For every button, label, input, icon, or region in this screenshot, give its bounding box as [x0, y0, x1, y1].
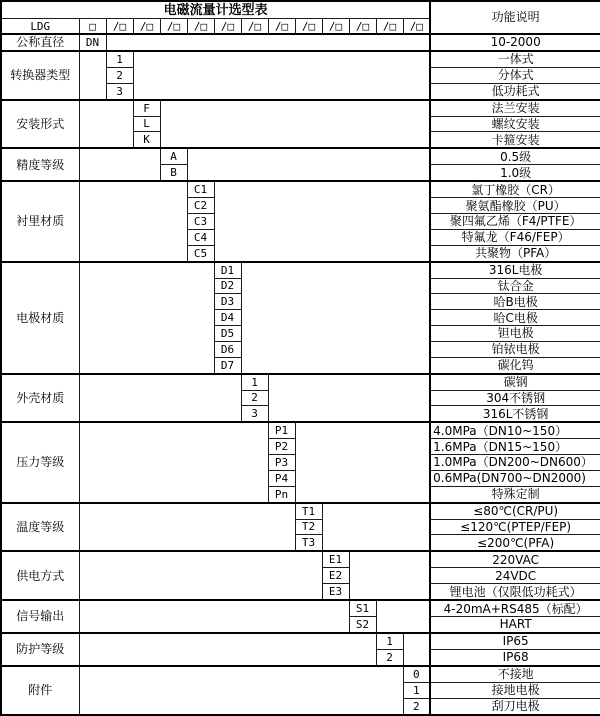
option-description: IP68: [430, 649, 600, 665]
spacer: [160, 100, 430, 149]
option-code-cell: 2: [106, 67, 133, 83]
spacer: [79, 51, 106, 100]
option-code-cell: S1: [349, 600, 376, 616]
spacer: [79, 551, 322, 600]
option-description: 220VAC: [430, 551, 600, 567]
spacer: [349, 551, 430, 600]
spacer: [295, 422, 430, 502]
section-label: 温度等级: [1, 503, 79, 552]
section-temperature-rating: [1, 503, 600, 519]
spacer: [322, 503, 430, 552]
option-code-cell: Pn: [268, 486, 295, 502]
option-code-cell: L: [133, 116, 160, 132]
code-slot: /□: [214, 19, 241, 34]
section-installation-type: [1, 100, 600, 116]
option-description: HART: [430, 616, 600, 632]
option-description: IP65: [430, 633, 600, 649]
spacer: [79, 666, 403, 715]
option-code-cell: E3: [322, 584, 349, 600]
code-slot: /□: [403, 19, 430, 34]
code-slot: /□: [376, 19, 403, 34]
option-code-cell: 0: [403, 666, 430, 682]
option-code-cell: C2: [187, 198, 214, 214]
section-converter-type: [1, 51, 600, 67]
option-description: 共聚物（PFA）: [430, 245, 600, 261]
option-description: 卡箍安装: [430, 132, 600, 148]
option-code-cell: K: [133, 132, 160, 148]
code-box: □: [79, 19, 106, 34]
section-power-supply: [1, 551, 600, 567]
option-description: 1.6MPa（DN15~150）: [430, 439, 600, 455]
section-label: 公称直径: [1, 34, 79, 51]
option-description: 分体式: [430, 67, 600, 83]
function-column-header: 功能说明: [430, 1, 600, 34]
section-label: 精度等级: [1, 148, 79, 181]
option-code-cell: D4: [214, 310, 241, 326]
option-code-cell: P3: [268, 455, 295, 471]
option-description: 0.6MPa(DN700~DN2000): [430, 470, 600, 486]
spacer: [376, 600, 430, 633]
option-code-cell: D2: [214, 278, 241, 294]
option-description: 特殊定制: [430, 486, 600, 502]
option-code-cell: P4: [268, 470, 295, 486]
spacer: [79, 100, 133, 149]
spacer: [79, 600, 349, 633]
option-description: ≤120℃(PTEP/FEP): [430, 519, 600, 535]
option-code-cell: 2: [376, 649, 403, 665]
option-code-cell: C3: [187, 213, 214, 229]
spacer: [268, 374, 430, 423]
spacer: [79, 422, 268, 502]
option-code-cell: D1: [214, 262, 241, 278]
code-slot: /□: [268, 19, 295, 34]
option-code-cell: D3: [214, 294, 241, 310]
option-description: 304不锈钢: [430, 390, 600, 406]
spacer: [403, 633, 430, 666]
code-slot: /□: [133, 19, 160, 34]
option-code-cell: D5: [214, 325, 241, 341]
option-description: 哈C电极: [430, 310, 600, 326]
option-code-cell: E2: [322, 568, 349, 584]
option-code-cell: B: [160, 165, 187, 181]
option-description: 钽电极: [430, 325, 600, 341]
spacer: [241, 262, 430, 374]
option-code-cell: 1: [241, 374, 268, 390]
table-title: 电磁流量计选型表: [1, 1, 430, 19]
option-description: 螺纹安装: [430, 116, 600, 132]
code-slot: /□: [322, 19, 349, 34]
option-code-cell: C5: [187, 245, 214, 261]
option-code-cell: T1: [295, 503, 322, 519]
option-code-cell: 1: [106, 51, 133, 67]
option-description: 4-20mA+RS485（标配）: [430, 600, 600, 616]
option-description: ≤200℃(PFA): [430, 535, 600, 551]
option-description: 不接地: [430, 666, 600, 682]
model-prefix: LDG: [1, 19, 79, 34]
option-code-cell: DN: [79, 34, 106, 51]
section-label: 附件: [1, 666, 79, 715]
option-code-cell: T2: [295, 519, 322, 535]
option-code-cell: 3: [241, 406, 268, 422]
option-code-cell: S2: [349, 616, 376, 632]
option-description: 哈B电极: [430, 294, 600, 310]
code-slot: /□: [241, 19, 268, 34]
option-code-cell: P1: [268, 422, 295, 438]
option-description: 24VDC: [430, 568, 600, 584]
option-code-cell: A: [160, 148, 187, 164]
option-code-cell: T3: [295, 535, 322, 551]
section-protection-rating: [1, 633, 600, 649]
option-code-cell: F: [133, 100, 160, 116]
code-slot: /□: [295, 19, 322, 34]
option-code-cell: D6: [214, 341, 241, 357]
spacer: [79, 503, 295, 552]
option-description: 特氟龙（F46/FEP）: [430, 229, 600, 245]
option-code-cell: 3: [106, 83, 133, 99]
section-label: 安装形式: [1, 100, 79, 149]
option-description: 聚四氟乙烯（F4/PTFE）: [430, 213, 600, 229]
option-description: 一体式: [430, 51, 600, 67]
option-code-cell: 2: [241, 390, 268, 406]
spacer: [79, 181, 187, 261]
section-label: 衬里材质: [1, 181, 79, 261]
option-description: 316L电极: [430, 262, 600, 278]
option-code-cell: P2: [268, 439, 295, 455]
spacer: [187, 148, 430, 181]
option-description: 316L不锈钢: [430, 406, 600, 422]
option-description: 聚氨酯橡胶（PU）: [430, 198, 600, 214]
code-slot: /□: [106, 19, 133, 34]
option-description: 0.5级: [430, 148, 600, 164]
code-slot: /□: [160, 19, 187, 34]
option-code-cell: C4: [187, 229, 214, 245]
option-description: 4.0MPa（DN10~150）: [430, 422, 600, 438]
spacer: [79, 148, 160, 181]
section-signal-output: [1, 600, 600, 616]
option-description: 低功耗式: [430, 83, 600, 99]
option-description: 10-2000: [430, 34, 600, 51]
code-slot: /□: [349, 19, 376, 34]
section-label: 供电方式: [1, 551, 79, 600]
section-label: 防护等级: [1, 633, 79, 666]
spacer: [133, 51, 430, 100]
section-pressure-rating: [1, 422, 600, 438]
section-accessories: [1, 666, 600, 682]
spacer: [79, 374, 241, 423]
option-description: 接地电极: [430, 682, 600, 698]
option-description: 碳化钨: [430, 357, 600, 373]
section-liner-material: [1, 181, 600, 197]
option-code-cell: 1: [403, 682, 430, 698]
option-description: 1.0级: [430, 165, 600, 181]
option-code-cell: 2: [403, 698, 430, 715]
option-description: 1.0MPa（DN200~DN600）: [430, 455, 600, 471]
section-accuracy-class: [1, 148, 600, 164]
section-nominal-diameter: [1, 34, 600, 51]
section-electrode-material: [1, 262, 600, 278]
option-code-cell: D7: [214, 357, 241, 373]
spacer: [79, 633, 376, 666]
option-description: 法兰安装: [430, 100, 600, 116]
section-housing-material: [1, 374, 600, 390]
option-description: 钛合金: [430, 278, 600, 294]
option-description: 铂铱电极: [430, 341, 600, 357]
section-label: 压力等级: [1, 422, 79, 502]
code-slot: /□: [187, 19, 214, 34]
option-description: 锂电池（仅限低功耗式）: [430, 584, 600, 600]
option-description: 刮刀电极: [430, 698, 600, 715]
spacer: [214, 181, 430, 261]
option-description: 碳钢: [430, 374, 600, 390]
option-code-cell: 1: [376, 633, 403, 649]
option-code-cell: E1: [322, 551, 349, 567]
option-description: 氯丁橡胶（CR）: [430, 181, 600, 197]
section-label: 电极材质: [1, 262, 79, 374]
spacer: [79, 262, 214, 374]
section-label: 信号输出: [1, 600, 79, 633]
section-label: 外壳材质: [1, 374, 79, 423]
option-code-cell: C1: [187, 181, 214, 197]
section-label: 转换器类型: [1, 51, 79, 100]
spacer: [106, 34, 430, 51]
option-description: ≤80℃(CR/PU): [430, 503, 600, 519]
